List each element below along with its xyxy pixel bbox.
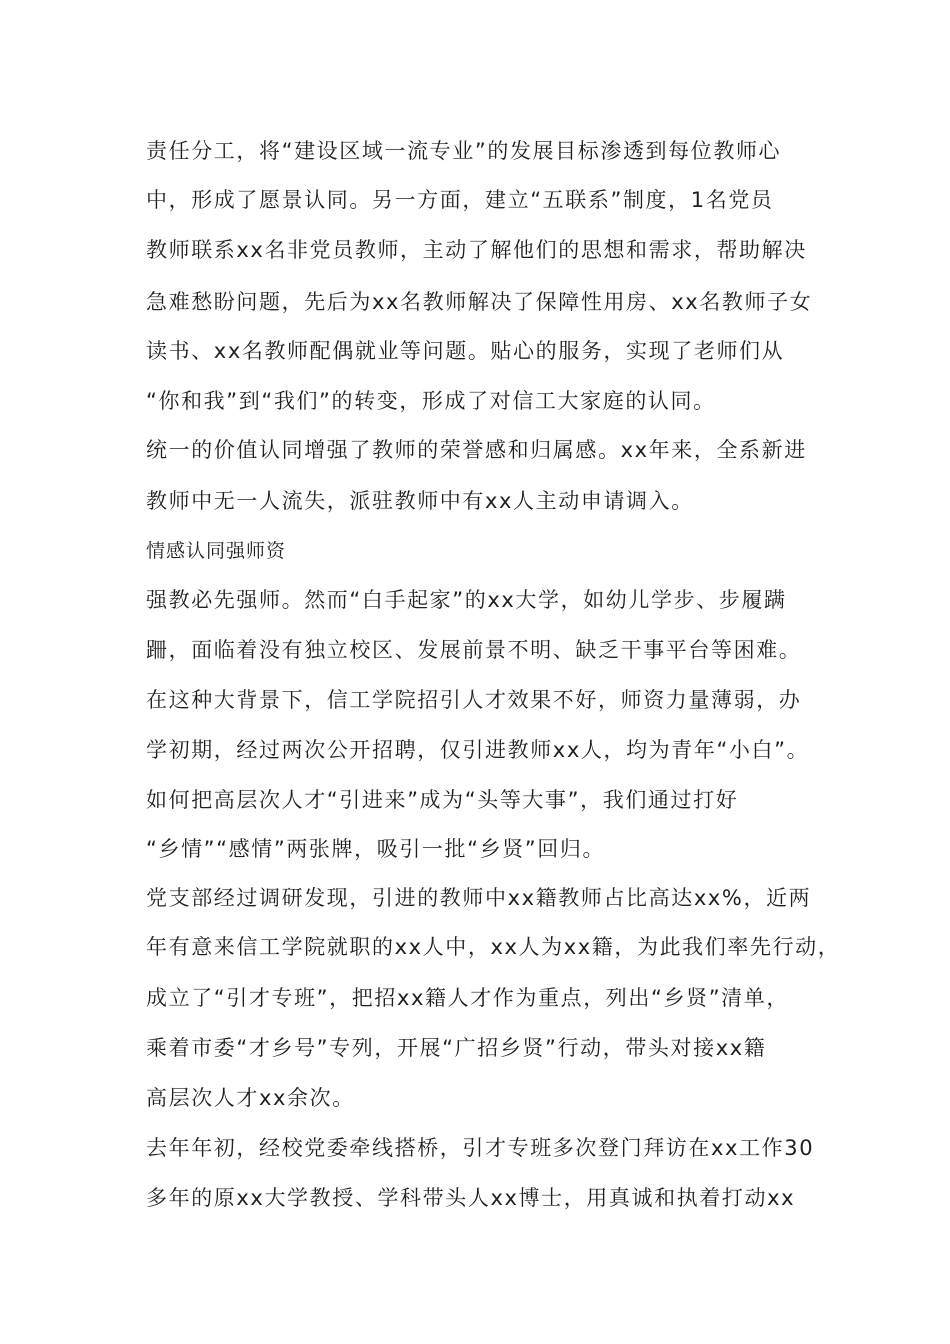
- text-line: 高层次人才xx余次。: [146, 1086, 355, 1110]
- text-line: 急难愁盼问题，先后为xx名教师解决了保障性用房、xx名教师子女: [146, 290, 813, 314]
- text-line: 多年的原xx大学教授、学科带头人xx博士，用真诚和执着打动xx: [146, 1186, 796, 1210]
- text-line: 读书、xx名教师配偶就业等问题。贴心的服务，实现了老师们从: [146, 339, 785, 363]
- text-line: 去年年初，经校党委牵线搭桥，引才专班多次登门拜访在xx工作30: [146, 1136, 815, 1160]
- text-line: “你和我”到“我们”的转变，形成了对信工大家庭的认同。: [146, 389, 716, 413]
- text-line: 在这种大背景下，信工学院招引人才效果不好，师资力量薄弱，办: [146, 688, 802, 712]
- text-line: 中，形成了愿景认同。另一方面，建立“五联系”制度，1名党员: [146, 188, 774, 212]
- text-line: “乡情”“感情”两张牌，吸引一批“乡贤”回归。: [146, 837, 606, 861]
- text-line: 教师联系xx名非党员教师，主动了解他们的思想和需求，帮助解决: [146, 238, 807, 262]
- text-line: 学初期，经过两次公开招聘，仅引进教师xx人，均为青年“小白”。: [146, 738, 810, 762]
- text-line: 责任分工，将“建设区域一流专业”的发展目标渗透到每位教师心: [146, 139, 782, 163]
- text-line: 教师中无一人流失，派驻教师中有xx人主动申请调入。: [146, 489, 694, 513]
- text-line: 党支部经过调研发现，引进的教师中xx籍教师占比高达xx%，近两: [146, 886, 812, 910]
- text-line: 年有意来信工学院就职的xx人中，xx人为xx籍，为此我们率先行动，: [146, 935, 841, 959]
- section-heading: 情感认同强师资: [146, 540, 287, 562]
- text-line: 乘着市委“才乡号”专列，开展“广招乡贤”行动，带头对接xx籍: [146, 1036, 767, 1060]
- text-line: 强教必先强师。然而“白手起家”的xx大学，如幼儿学步、步履蹒: [146, 588, 787, 612]
- text-line: 如何把高层次人才“引进来”成为“头等大事”，我们通过打好: [146, 788, 739, 812]
- text-line: 跚，面临着没有独立校区、发展前景不明、缺乏干事平台等困难。: [146, 638, 802, 662]
- text-line: 统一的价值认同增强了教师的荣誉感和归属感。xx年来，全系新进: [146, 438, 807, 462]
- text-line: 成立了“引才专班”，把招xx籍人才作为重点，列出“乡贤”清单，: [146, 986, 789, 1010]
